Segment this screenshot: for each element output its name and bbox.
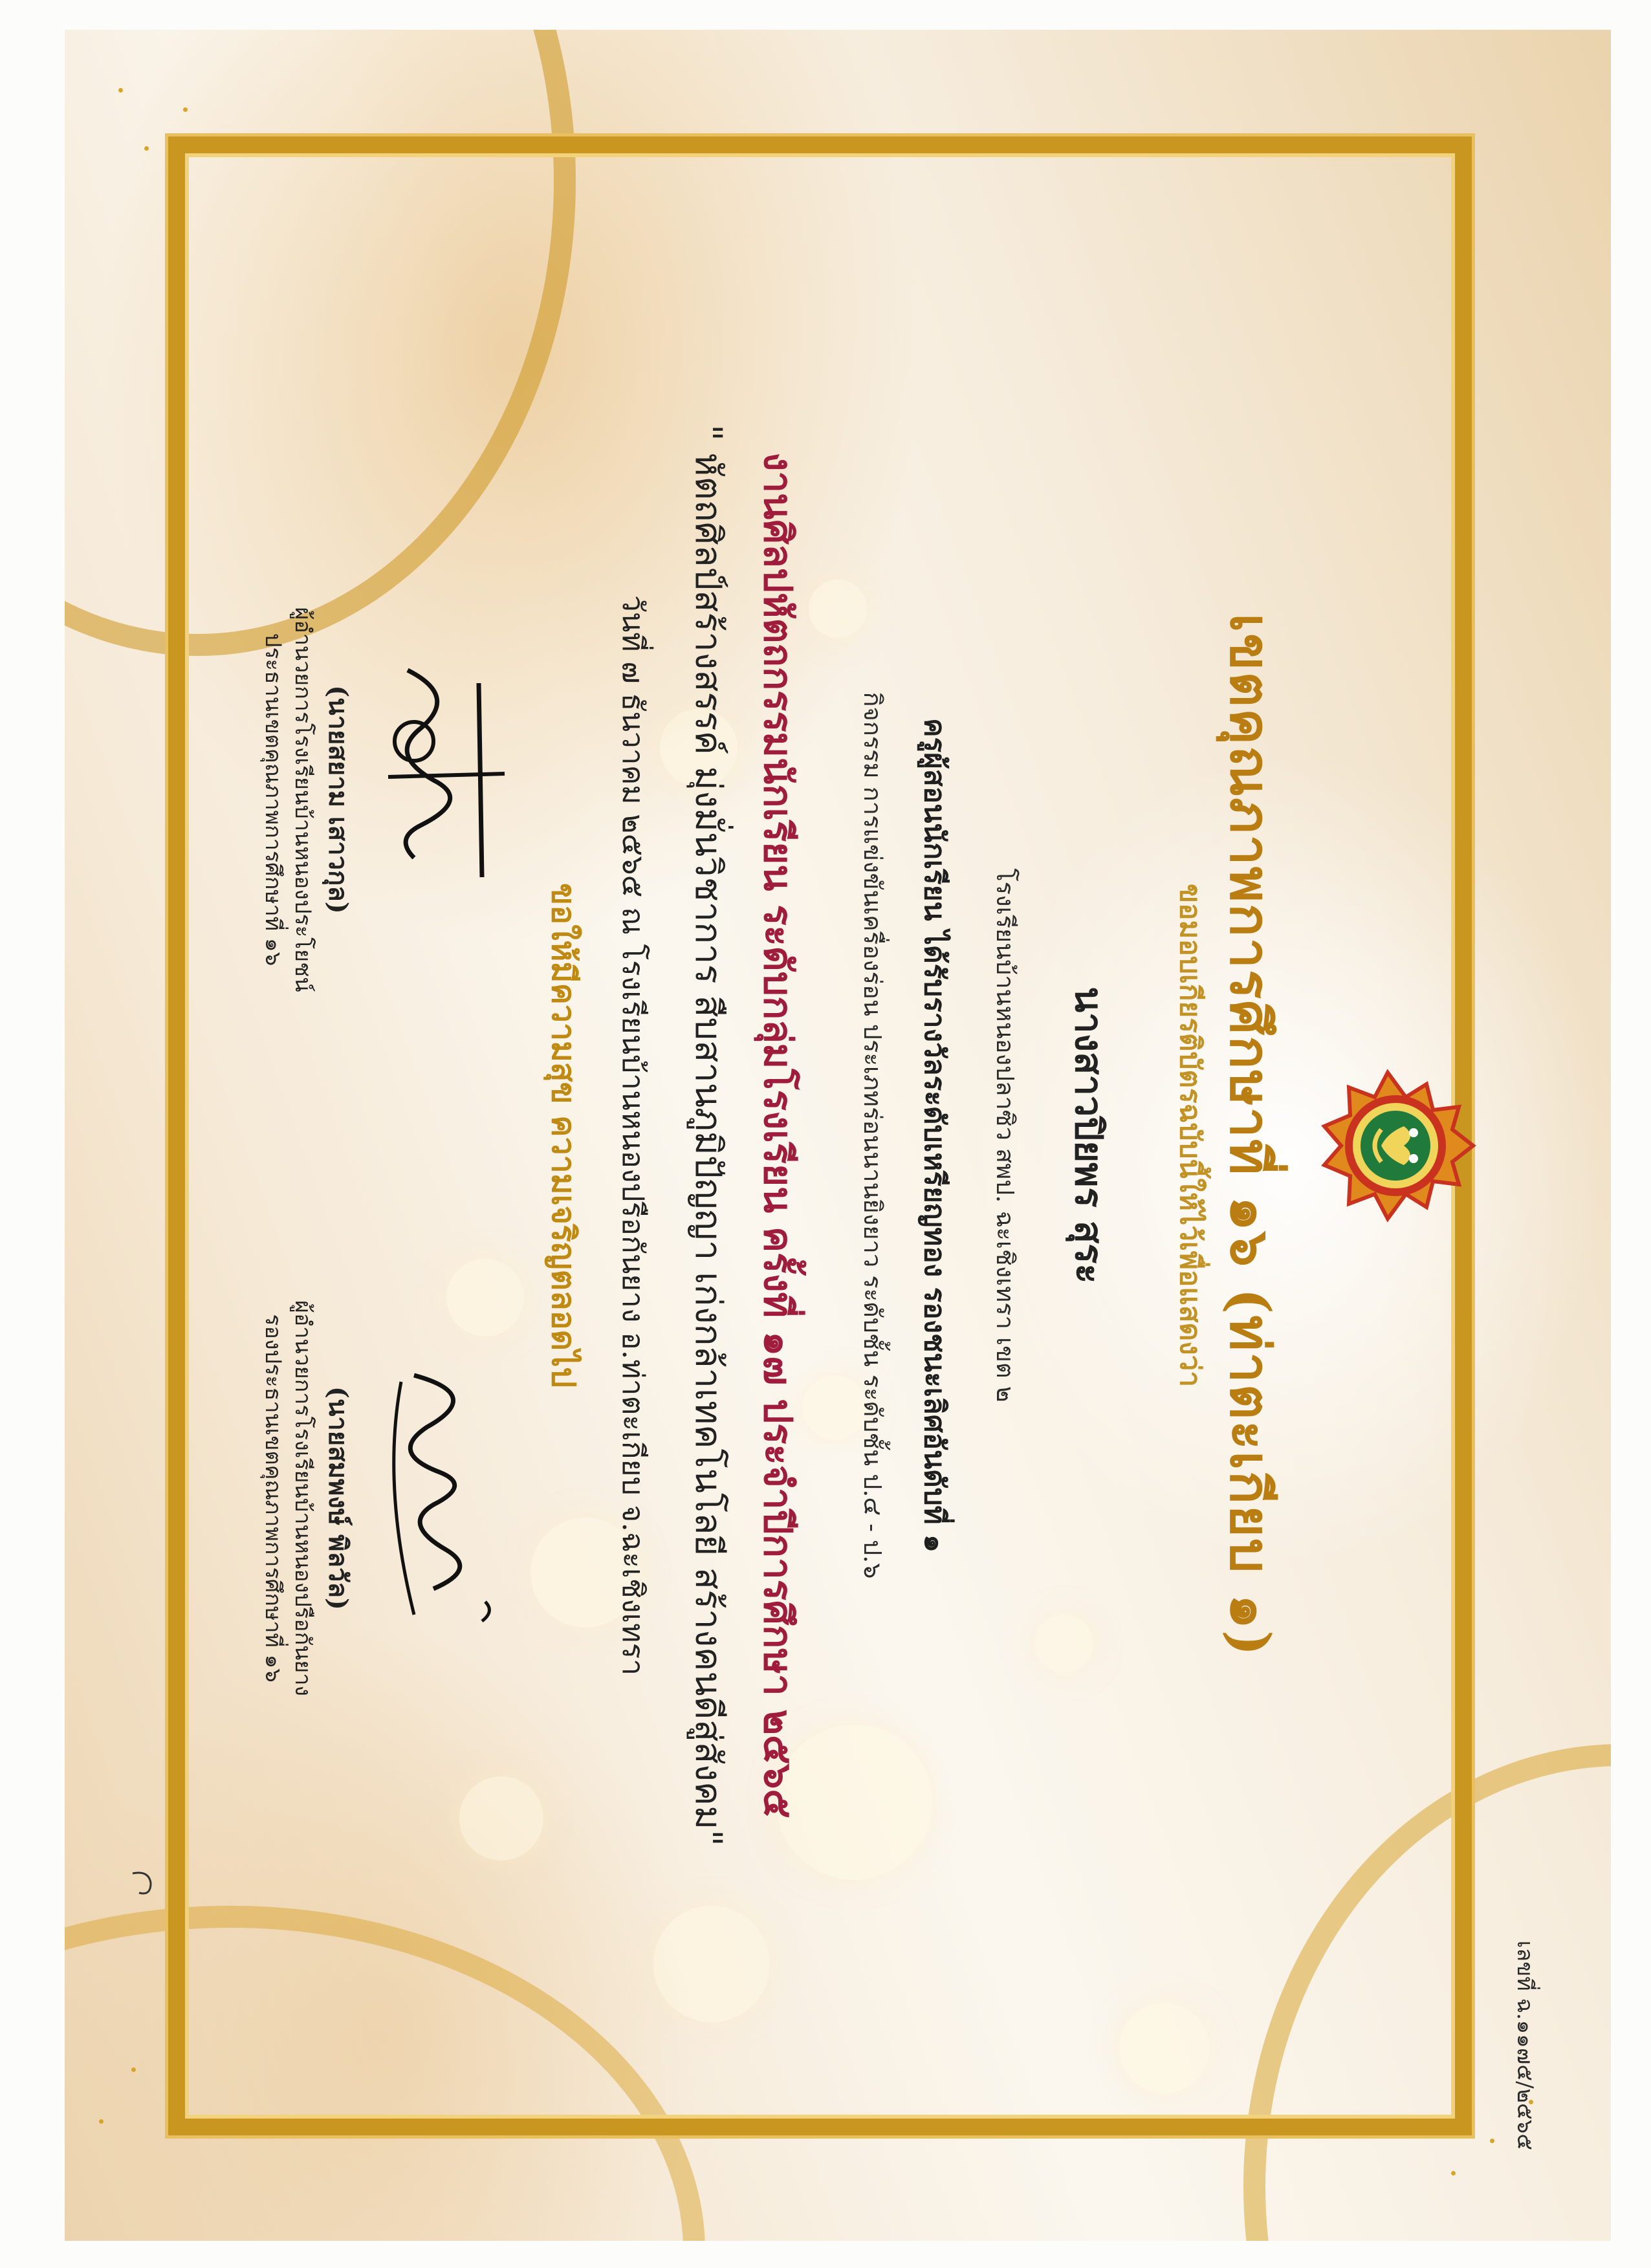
signature-left bbox=[369, 644, 518, 916]
signatory-right bbox=[258, 1142, 359, 1854]
document-number: เลขที่ ฉ.๑๑๗๕/๒๕๖๕ bbox=[1512, 1940, 1538, 2150]
glitter-dot bbox=[183, 107, 188, 112]
obec-emblem-icon bbox=[1317, 1065, 1478, 1227]
signatory-name: (นายสมพงษ์ พิลวัล) bbox=[323, 1386, 353, 1610]
pen-mark-icon bbox=[120, 1864, 159, 1903]
glitter-dot bbox=[131, 2067, 136, 2072]
signatory-left bbox=[258, 444, 359, 1155]
event-line: งานศิลปหัตถกรรมนักเรียน ระดับกลุ่มโรงเรียน ครั้งที่ ๑๗ ประจำปีการศึกษา ๒๕๖๕ bbox=[755, 452, 800, 1818]
issuer-title: เขตคุณภาพการศึกษาที่ ๑๖ (ท่าตะเกียบ ๑) bbox=[1218, 613, 1282, 1657]
activity-line: กิจกรรม การแข่งขันเครื่องร่อน ประเภทร่อนนานยิงยาว ระดับชั้น ระดับชั้น ป.๔ - ป.๖ bbox=[858, 692, 887, 1579]
award-line: ครูผู้สอนนักเรียน ได้รับรางวัลระดับเหรียญทอง รองชนะเลิศอันดับที่ ๑ bbox=[918, 718, 951, 1553]
presented-line: ขอมอบเกียรติบัตรฉบับนี้ให้ไว้เพื่อแสดงว่า bbox=[1174, 883, 1207, 1388]
glitter-dot bbox=[99, 2119, 104, 2124]
date-line: วันที่ ๗ ธันวาคม ๒๕๖๕ ณ โรงเรียนบ้านหนองปรือกันยาง อ.ท่าตะเกียบ จ.ฉะเชิงเทรา bbox=[616, 594, 651, 1676]
glitter-dot bbox=[1490, 2139, 1494, 2143]
signatory-position: ผู้อำนวยการโรงเรียนบ้านหนองปรือกันยาง bbox=[290, 1300, 316, 1697]
glitter-dot bbox=[144, 146, 149, 151]
glitter-dot bbox=[1451, 2171, 1456, 2175]
signatory-position: ประธานเขตคุณภาพการศึกษาที่ ๑๖ bbox=[260, 633, 286, 966]
recipient-name: นางสาวปิยพร สุระ bbox=[1067, 987, 1111, 1284]
glitter-dot bbox=[118, 88, 123, 93]
slogan-line: " หัตถศิลป์สร้างสรรค์ มุ่งมั่นวิชาการ สืบสานภูมิปัญญา เก่งกล้าเทคโนโลยี สร้างคนดีสู่สังคม" bbox=[687, 424, 729, 1846]
wish-line: ขอให้มีความสุข ความเจริญตลอดไป bbox=[545, 882, 583, 1388]
signatory-position: ผู้อำนวยการโรงเรียนบ้านหนองประโยชน์ bbox=[290, 607, 316, 992]
school-line: โรงเรียนบ้านหนองปลาซิว สพป. ฉะเชิงเทรา เขต ๒ bbox=[991, 868, 1020, 1402]
signatory-position: รองประธานเขตคุณภาพการศึกษาที่ ๑๖ bbox=[260, 1314, 286, 1683]
certificate bbox=[65, 30, 1611, 2241]
signature-right bbox=[369, 1356, 511, 1641]
signatory-name: (นายสยาม เสาวกุล) bbox=[323, 685, 353, 914]
